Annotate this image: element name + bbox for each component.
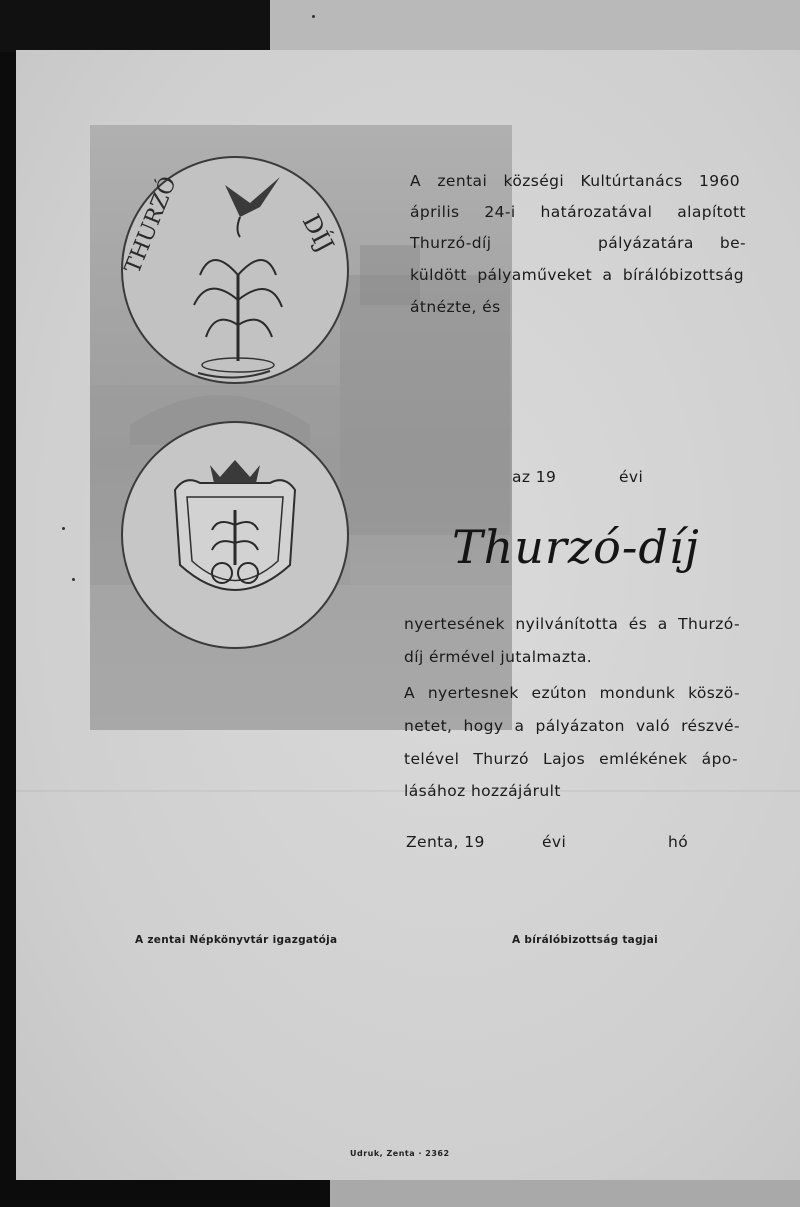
- year-line-prefix: az 19: [512, 468, 557, 486]
- medal-inscription-left: THURZÓ: [120, 173, 182, 278]
- date-evi: évi: [542, 833, 567, 851]
- thanks-line-1: A nyertesnek ezúton mondunk köszö-: [404, 684, 740, 702]
- intro-line-1: A zentai községi Kultúrtanács 1960: [410, 172, 740, 190]
- thanks-line-4: lásához hozzájárult: [404, 782, 561, 800]
- dust-speck: [312, 15, 315, 18]
- dust-speck: [62, 527, 65, 530]
- winner-line-1: nyertesének nyilvánította és a Thurzó-: [404, 615, 740, 633]
- signature-right-caption: A bírálóbizottság tagjai: [512, 934, 659, 946]
- intro-line-3: Thurzó-díj pályázatára be-: [410, 234, 746, 252]
- thanks-line-3: telével Thurzó Lajos emlékének ápo-: [404, 750, 738, 768]
- thanks-line-2: netet, hogy a pályázaton való részvé-: [404, 717, 740, 735]
- intro-line-2: április 24-i határozatával alapított: [410, 203, 746, 221]
- coat-of-arms-medal: [122, 422, 348, 648]
- background-surface: [270, 0, 800, 52]
- date-ho: hó: [668, 833, 689, 851]
- award-title: Thurzó-díj: [452, 520, 700, 574]
- background-surface-bottom: [330, 1180, 800, 1207]
- date-place: Zenta, 19: [406, 833, 485, 851]
- intro-line-4: küldött pályaműveket a bírálóbizottság: [410, 266, 744, 284]
- thurzo-medal: [119, 157, 348, 383]
- medal-inscription-right: DÍJ: [296, 209, 340, 257]
- year-line-evi: évi: [619, 468, 644, 486]
- printer-imprint: Udruk, Zenta · 2362: [350, 1149, 450, 1158]
- intro-line-5: átnézte, és: [410, 298, 501, 316]
- dust-speck: [72, 578, 75, 581]
- winner-line-2: díj érmével jutalmazta.: [404, 648, 593, 666]
- background-dark: [0, 0, 270, 52]
- signature-left-caption: A zentai Népkönyvtár igazgatója: [135, 934, 338, 946]
